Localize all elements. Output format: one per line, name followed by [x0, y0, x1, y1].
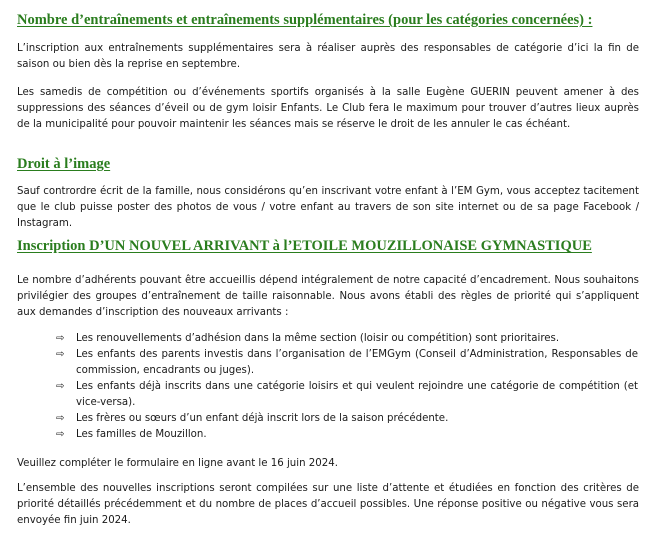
- new-member-intro: Le nombre d’adhérents pouvant être accueillis dépend intégralement de notre capacité d’encadrement. Nous souhaitons privilégier des groupes d’entraînement de taille raisonnable. Nous avons établi des règles de priorité qui s’appliquent aux demandes d’inscription des nouveaux arrivants :: [17, 275, 639, 318]
- list-item: [56, 347, 638, 379]
- list-item-text: Les enfants déjà inscrits dans une catégorie loisirs et qui veulent rejoindre une catégorie de compétition (et vice-versa).: [76, 381, 638, 408]
- deadline-paragraph: Veuillez compléter le formulaire en ligne avant le 16 juin 2024.: [17, 458, 338, 469]
- image-rights-paragraph: Sauf contrordre écrit de la famille, nous considérons qu’en inscrivant votre enfant à l’EM Gym, vous acceptez tacitement que le club puisse poster des photos de vous / votre enfant au travers de son site internet ou de sa page Facebook / Instagram.: [17, 186, 639, 229]
- list-item-text: Les familles de Mouzillon.: [76, 429, 207, 440]
- arrow-right-icon: ⇨: [56, 429, 65, 440]
- list-item-text: Les enfants des parents investis dans l’organisation de l’EMGym (Conseil d’Administration, Responsables de commission, encadrants ou juges).: [76, 349, 638, 376]
- priority-list: [56, 331, 638, 443]
- arrow-right-icon: ⇨: [56, 413, 65, 424]
- heading-training: Nombre d’entraînements et entraînements supplémentaires (pour les catégories concernées) :: [17, 12, 593, 28]
- arrow-right-icon: ⇨: [56, 349, 65, 360]
- list-item: [56, 427, 638, 443]
- list-item: [56, 379, 638, 411]
- heading-image-rights: Droit à l’image: [17, 156, 111, 172]
- list-item: [56, 411, 638, 427]
- list-item-text: Les frères ou sœurs d’un enfant déjà inscrit lors de la saison précédente.: [76, 413, 449, 424]
- closing-paragraph: L’ensemble des nouvelles inscriptions seront compilées sur une liste d’attente et étudiées en fonction des critères de priorité détaillés précédemment et du nombre de places d’accueil possibles. Une réponse positive ou négative vous sera envoyée fin juin 2024.: [17, 483, 639, 526]
- list-item: [56, 331, 638, 347]
- arrow-right-icon: ⇨: [56, 333, 65, 344]
- training-paragraph-2: Les samedis de compétition ou d’événements sportifs organisés à la salle Eugène GUERIN peuvent amener à des suppressions des séances d’éveil ou de gym loisir Enfants. Le Club fera le maximum pour trouver d’autres lieux auprès de la municipalité pour pouvoir maintenir les séances mais se réserve le droit de les annuler le cas échéant.: [17, 87, 639, 130]
- training-paragraph-1: L’inscription aux entraînements supplémentaires sera à réaliser auprès des responsables de catégorie d’ici la fin de saison ou bien dès la reprise en septembre.: [17, 43, 639, 70]
- arrow-right-icon: ⇨: [56, 381, 65, 392]
- heading-new-member: Inscription D’UN NOUVEL ARRIVANT à l’ETOILE MOUZILLONAISE GYMNASTIQUE: [17, 238, 592, 254]
- list-item-text: Les renouvellements d’adhésion dans la même section (loisir ou compétition) sont prioritaires.: [76, 333, 560, 344]
